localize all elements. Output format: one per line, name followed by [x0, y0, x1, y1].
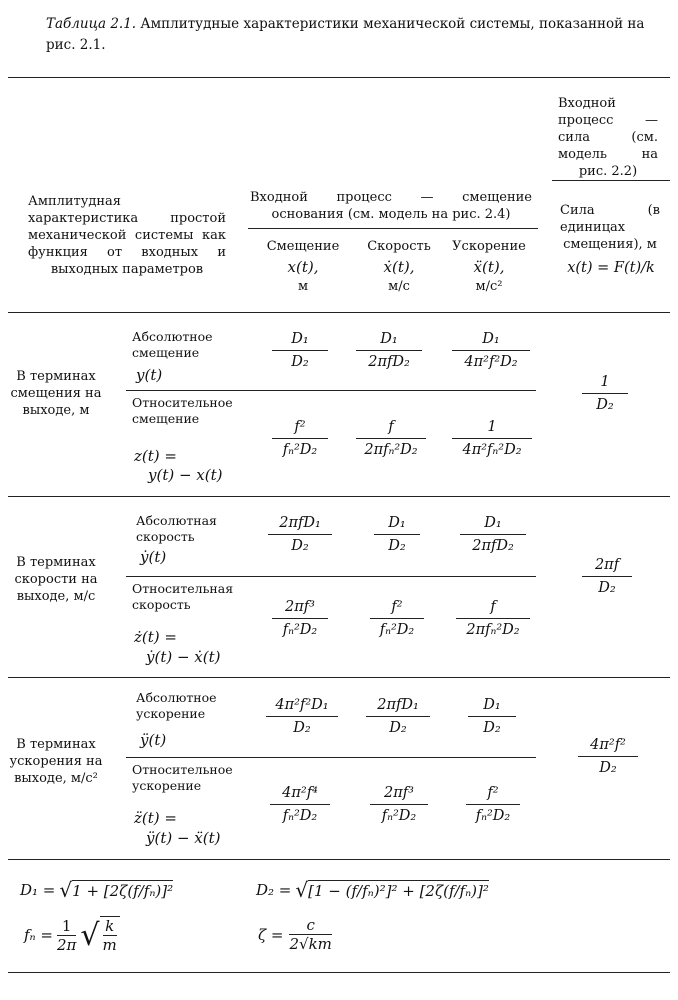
g1-rel-acc: [452, 418, 532, 460]
fraction-denominator: 4π²f²D₂: [464, 354, 518, 370]
group1-rel-symbol-2: y(t) − x(t): [148, 466, 223, 484]
fraction-denominator: D₂: [599, 760, 617, 776]
g2-force: [582, 556, 632, 598]
group3-abs-symbol: ÿ(t): [140, 731, 167, 749]
table-caption: [46, 14, 646, 56]
g3-force: [578, 736, 638, 778]
sqrt-icon: √: [59, 878, 73, 902]
fraction-denominator: 2πfD₂: [472, 538, 514, 554]
group2-abs-symbol: ẏ(t): [140, 548, 167, 566]
g2-abs-disp: [268, 514, 332, 556]
footer-d2-rhs: [1 − (f/fₙ)²]² + [2ζ(f/fₙ)]²: [308, 882, 489, 900]
fraction-numerator: f²: [391, 599, 403, 615]
footer-d1-rhs: 1 + [2ζ(f/fₙ)]²: [72, 882, 174, 900]
fraction-numerator: D₁: [483, 697, 501, 713]
g3-abs-disp: [266, 696, 338, 738]
fraction-denominator: fₙ²D₂: [381, 808, 417, 824]
g1-rel-disp: [272, 418, 328, 460]
group1-bottom-rule: [8, 496, 670, 497]
footer-fn-coef-den: 2π: [56, 935, 77, 954]
header-displacement-label: Смещение: [266, 239, 340, 254]
g2-abs-vel: [374, 514, 420, 556]
header-base-split-rule: [248, 228, 538, 229]
group1-rel-label: Относительное смещение: [132, 395, 233, 426]
group2-label: В терминах скорости на выходе, м/с: [14, 555, 98, 604]
fraction-numerator: 2πf: [594, 557, 620, 573]
fraction-numerator: 2πfD₁: [279, 515, 321, 531]
fraction-numerator: 1: [487, 419, 497, 435]
group2-inner-rule: [126, 576, 536, 577]
fraction-denominator: fₙ²D₂: [282, 622, 318, 638]
footer-d1: [20, 878, 173, 902]
header-force-label: Сила (в единицах смещения), м: [560, 203, 660, 252]
header-base-column: Входной процесс — смещение основания (см. модель на рис. 2.4): [250, 190, 532, 222]
fraction-denominator: 2πfₙ²D₂: [364, 442, 418, 458]
footer-fn-num: k: [105, 917, 115, 935]
fraction-numerator: 4π²f⁴: [282, 785, 318, 801]
group2-bottom-rule: [8, 677, 670, 678]
header-velocity: [354, 238, 444, 295]
g2-abs-acc: [460, 514, 526, 556]
fraction-denominator: 4π²fₙ²D₂: [462, 442, 522, 458]
g1-abs-acc: [452, 330, 530, 372]
fraction-denominator: fₙ²D₂: [379, 622, 415, 638]
group2-rel-symbol-1: ż(t) =: [134, 628, 177, 646]
fraction-numerator: D₁: [380, 331, 398, 347]
fraction-numerator: D₁: [291, 331, 309, 347]
fraction-denominator: D₂: [483, 720, 501, 736]
fraction-denominator: D₂: [388, 538, 406, 554]
header-velocity-symbol: ẋ(t),: [383, 258, 415, 276]
group3-label: В терминах ускорения на выходе, м/с²: [9, 737, 103, 786]
header-displacement-unit: м: [297, 279, 309, 294]
fraction-numerator: D₁: [482, 331, 500, 347]
g2-rel-acc: [456, 598, 530, 640]
fraction-denominator: D₂: [293, 720, 311, 736]
fraction-numerator: 2πf³: [384, 785, 414, 801]
sqrt-icon: √: [80, 917, 100, 953]
header-displacement: [258, 238, 348, 295]
fraction-numerator: f²: [487, 785, 499, 801]
fraction-denominator: D₂: [596, 397, 614, 413]
fraction-numerator: 1: [600, 374, 610, 390]
footer-fn-lhs: fₙ =: [24, 926, 53, 944]
group3-inner-rule: [126, 757, 536, 758]
footer-fn: [24, 916, 120, 954]
header-velocity-label: Скорость: [367, 239, 431, 254]
fraction-numerator: 2πfD₁: [377, 697, 419, 713]
group1-abs-label: Абсолютное смещение: [132, 329, 213, 360]
header-displacement-symbol: x(t),: [287, 258, 319, 276]
g1-rel-vel: [356, 418, 426, 460]
header-acceleration: [444, 238, 534, 295]
footer-fn-den: m: [102, 936, 117, 954]
fraction-denominator: fₙ²D₂: [282, 442, 318, 458]
group1-inner-rule: [126, 390, 536, 391]
group2-rel-symbol-2: ẏ(t) − ẋ(t): [146, 648, 221, 666]
fraction-numerator: 2πf³: [285, 599, 315, 615]
fraction-denominator: fₙ²D₂: [475, 808, 511, 824]
footer-zeta-num: c: [306, 916, 315, 934]
g1-force: [582, 373, 628, 415]
g2-rel-disp: [272, 598, 328, 640]
g3-rel-vel: [370, 784, 428, 826]
header-param-column: Амплитудная характеристика простой механической системы как функция от входных и выходных параметров: [28, 194, 226, 277]
g2-rel-vel: [370, 598, 424, 640]
caption-text: Амплитудные характеристики механической системы, показанной на рис. 2.1.: [46, 16, 645, 53]
footer-zeta-den: 2√km: [289, 935, 332, 953]
g1-abs-disp: [272, 330, 328, 372]
bottom-rule: [8, 972, 670, 973]
footer-fn-coef: [57, 917, 76, 954]
group2-abs-label: Абсолютная скорость: [136, 513, 217, 544]
header-bottom-rule: [8, 312, 670, 313]
footer-zeta-lhs: ζ =: [258, 925, 284, 944]
group3-rel-label: Относительное ускорение: [132, 762, 233, 793]
footer-zeta-frac: [289, 916, 331, 953]
group3-rel-symbol-2: ÿ(t) − ẍ(t): [146, 829, 221, 847]
fraction-denominator: D₂: [291, 538, 309, 554]
g3-rel-disp: [270, 784, 330, 826]
group1-label: В терминах смещения на выходе, м: [10, 369, 102, 418]
header-force-split-rule: [552, 180, 670, 181]
fraction-numerator: D₁: [388, 515, 406, 531]
header-force-top: Входной процесс — сила (см. модель на рис. 2.2): [558, 96, 658, 179]
fraction-denominator: D₂: [291, 354, 309, 370]
fraction-denominator: D₂: [389, 720, 407, 736]
top-rule: [8, 77, 670, 78]
footer-d2: [256, 878, 489, 902]
fraction-numerator: D₁: [484, 515, 502, 531]
footer-fn-coef-num: 1: [61, 916, 72, 935]
fraction-numerator: f²: [294, 419, 306, 435]
fraction-denominator: 2πfD₂: [368, 354, 410, 370]
fraction-numerator: f: [490, 599, 496, 615]
header-acceleration-symbol: ẍ(t),: [473, 258, 505, 276]
footer-d1-lhs: D₁ =: [20, 881, 56, 899]
group2-rel-label: Относительная скорость: [132, 581, 234, 612]
sqrt-icon: √: [295, 878, 309, 902]
header-force-symbol: x(t) = F(t)/k: [567, 260, 655, 276]
fraction-denominator: fₙ²D₂: [282, 808, 318, 824]
footer-zeta: [258, 916, 332, 953]
group3-bottom-rule: [8, 859, 670, 860]
header-velocity-unit: м/с: [388, 279, 410, 294]
group3-abs-label: Абсолютное ускорение: [136, 690, 217, 721]
header-acceleration-unit: м/с²: [475, 279, 503, 294]
header-acceleration-label: Ускорение: [452, 239, 526, 254]
group1-abs-symbol: y(t): [136, 366, 163, 384]
g3-rel-acc: [466, 784, 520, 826]
footer-fn-frac: [100, 916, 120, 954]
g3-abs-vel: [366, 696, 430, 738]
fraction-denominator: 2πfₙ²D₂: [466, 622, 520, 638]
footer-d2-lhs: D₂ =: [256, 881, 292, 899]
group3-rel-symbol-1: z̈(t) =: [134, 809, 177, 827]
g3-abs-acc: [468, 696, 516, 738]
g1-abs-vel: [356, 330, 422, 372]
fraction-numerator: 4π²f²: [590, 737, 626, 753]
fraction-numerator: 4π²f²D₁: [275, 697, 329, 713]
group1-rel-symbol-1: z(t) =: [134, 447, 177, 465]
caption-label: Таблица 2.1.: [46, 16, 137, 32]
fraction-numerator: f: [388, 419, 394, 435]
fraction-denominator: D₂: [598, 580, 616, 596]
